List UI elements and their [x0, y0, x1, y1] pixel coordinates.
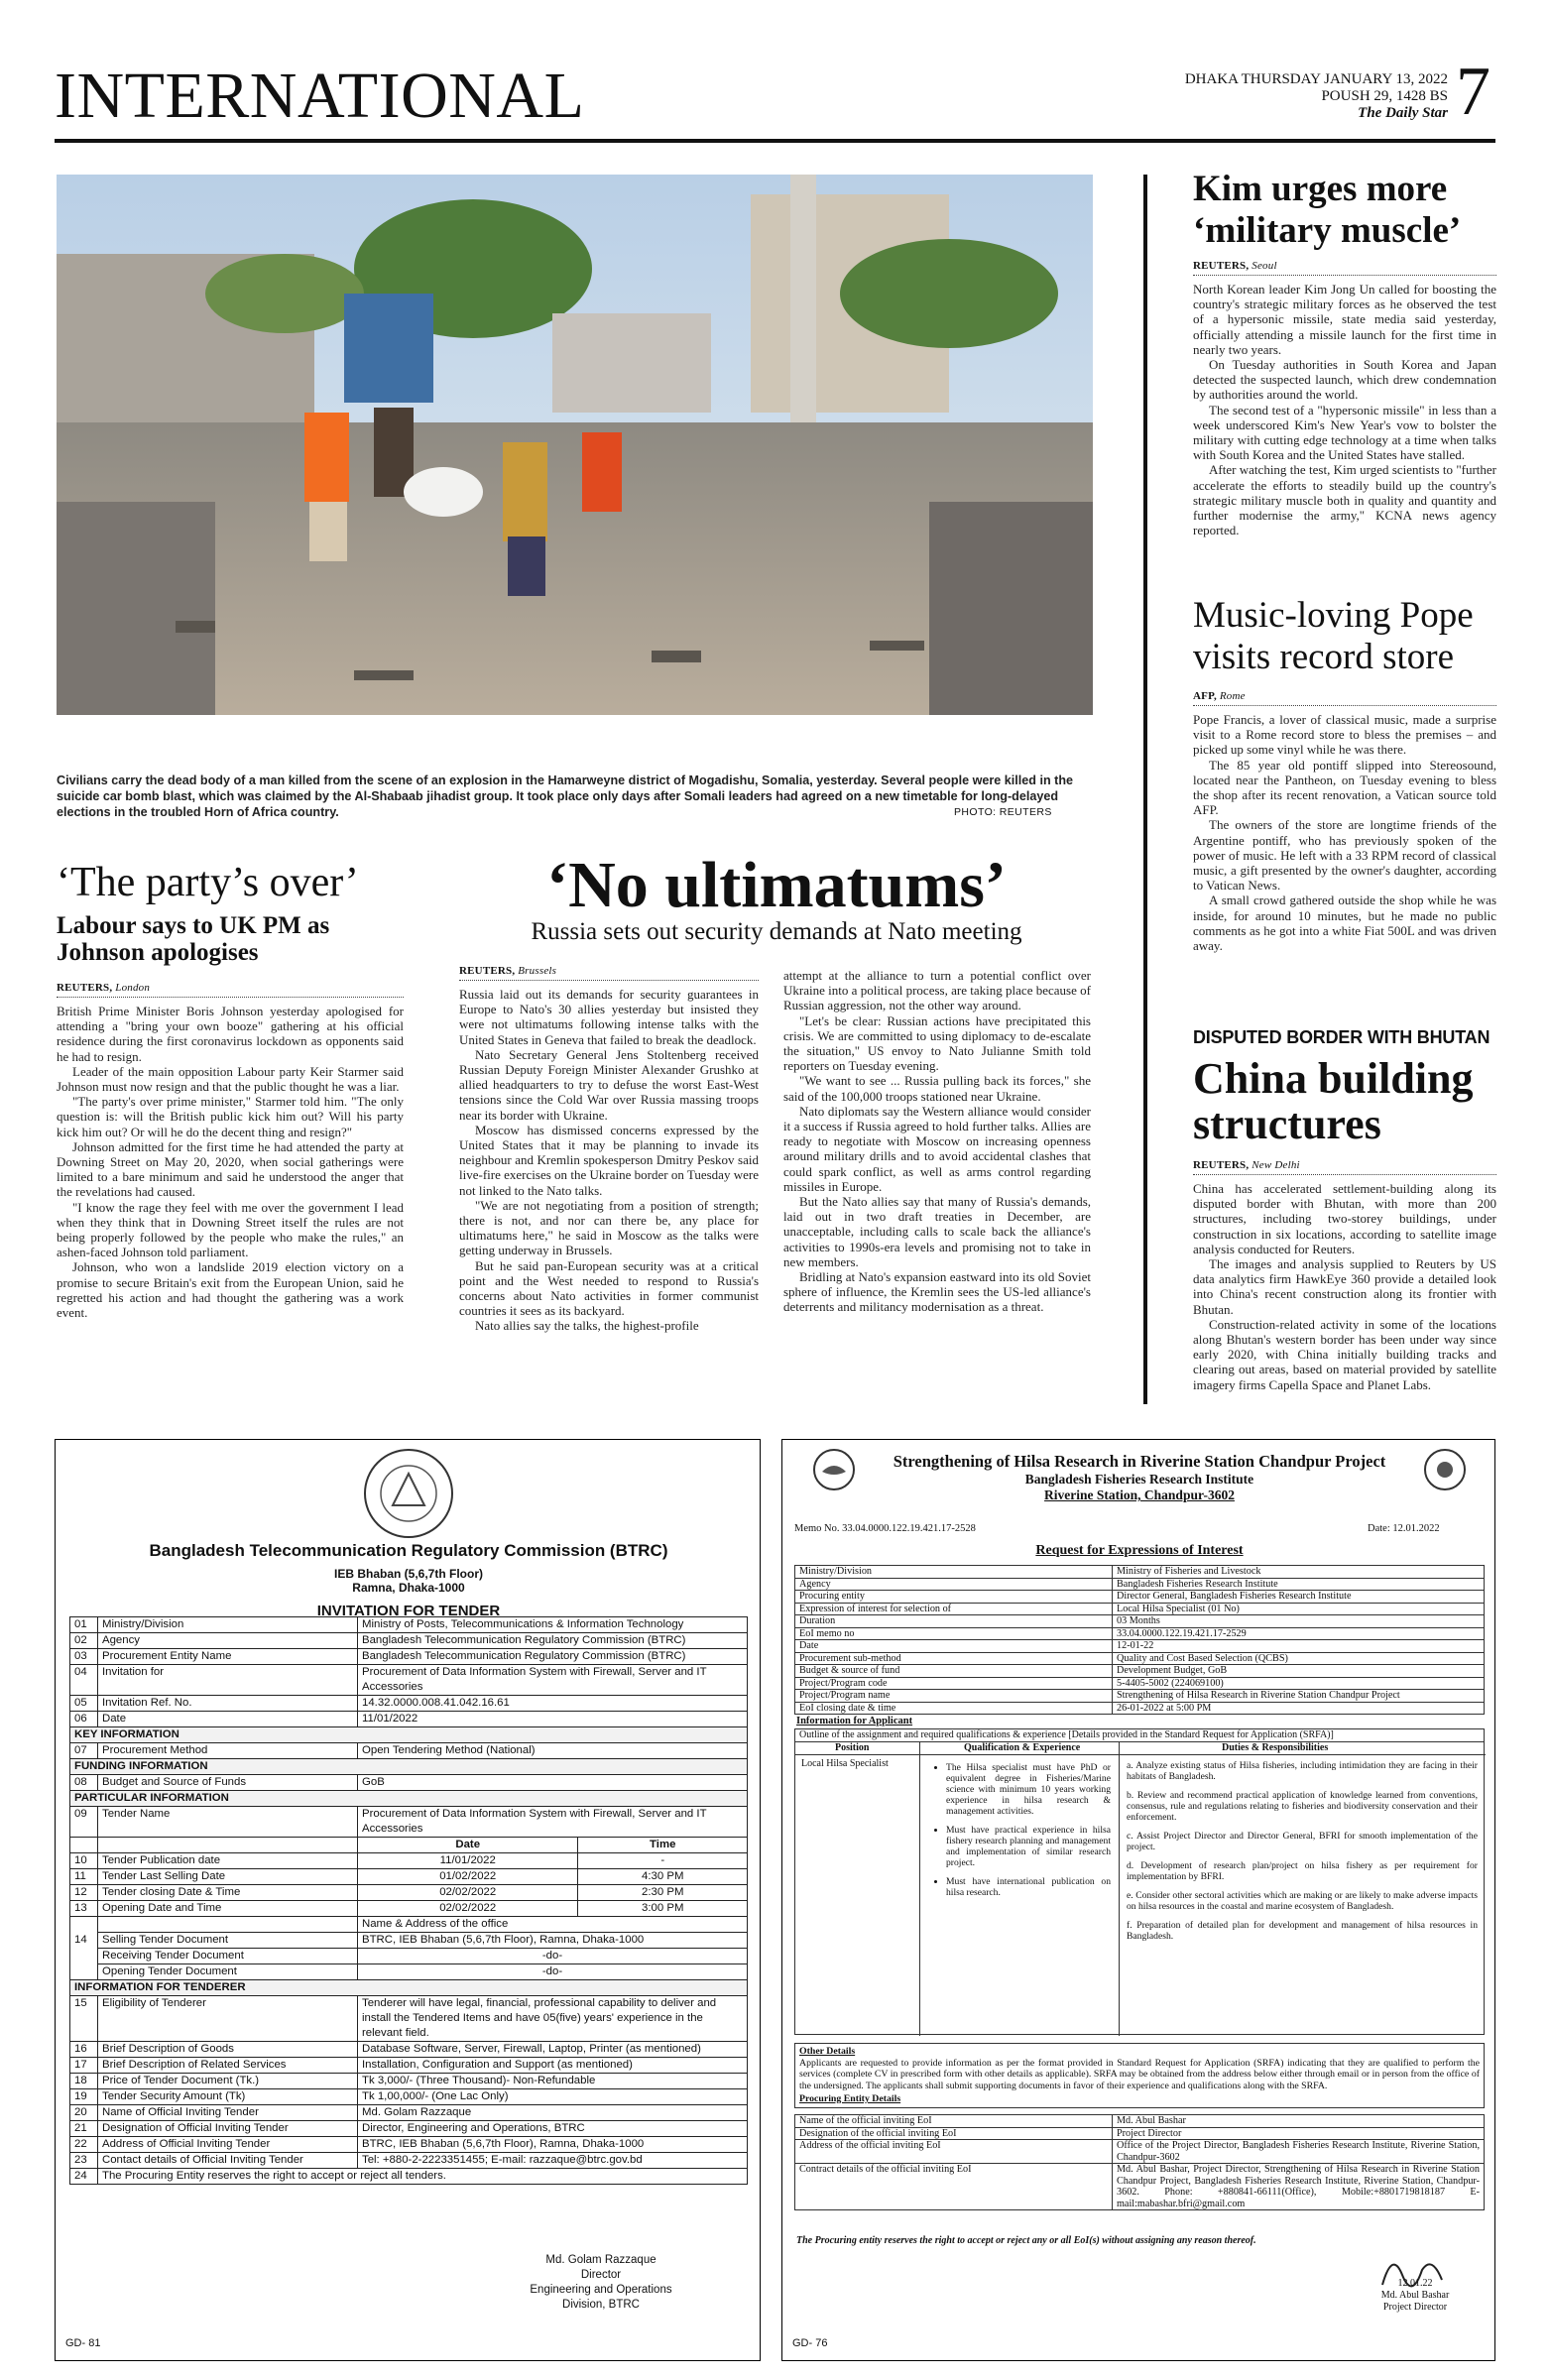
- hilsa-gd: GD- 76: [792, 2337, 828, 2349]
- table-row: 20 Name of Official Inviting Tender Md. Golam Razzaque: [70, 2105, 748, 2121]
- table-row: Name of the official inviting EoI Md. Abul Bashar: [795, 2115, 1485, 2128]
- dateline: DHAKA THURSDAY JANUARY 13, 2022: [1184, 71, 1448, 87]
- table-row: Procuring entity Director General, Bangladesh Fisheries Research Institute: [795, 1591, 1485, 1604]
- nato-col-1: REUTERS, Brussels Russia laid out its demands for security guarantees in Europe to Nato's 30 allies yesterday but insisted they were not ultimatums following intense talks with the United States in Geneva that failed to break the deadlock. Nato Secretary General Jens Stoltenberg received Russian Deputy Foreign Minister Alexander Grushko at allied headquarters to try to defuse the worst East-West tensions since the Cold War over Russia massing troops near its border with Ukraine. Moscow has dismissed concerns expressed by the United States that it may be planning to invade its neighbour and Kremlin spokesperson Dmitry Peskov said live-fire exercises on the Ukraine border on Tuesday were not linked to the Nato talks. "We are not negotiating from a position of strength; there is not, and nor can there be, any place for ultimatums here," he said in Moscow as the talks were getting underway in Brussels. But he said pan-European security was at a critical point and the West needed to respond to Russia's concerns about Nato activities in former communist countries it sees as its backyard. Nato allies say the talks, the highest-profile: [459, 965, 759, 1334]
- table-row: 04 Invitation for Procurement of Data Information System with Firewall, Server and IT Accessories: [70, 1665, 748, 1696]
- page-number: 7: [1456, 54, 1490, 130]
- btrc-org: Bangladesh Telecommunication Regulatory Commission (BTRC): [149, 1541, 668, 1560]
- section-title: INTERNATIONAL: [55, 60, 585, 132]
- nato-col-2: attempt at the alliance to turn a potential conflict over Ukraine into a political process, are taking place because of Russian aggression, not the other way around. "Let's be clear: Russian actions have precipitated this crisis. We are committed to using diplomacy to de-escalate the situation," US envoy to Nato Julianne Smith told reporters on Tuesday evening. "We want to see ... Russia pulling back its forces," she said of the 100,000 troops stationed near Ukraine. Nato diplomats say the Western alliance would consider it a success if Russia agreed to hold further talks. Allies are ready to negotiate with Moscow on increasing openness around military drills and to avoid accidental clashes that could spark conflict, as well as arms control regarding missiles in Europe. But the Nato allies say that many of Russia's demands, laid out in two draft treaties in December, are unacceptable, including calls to scale back the alliance's activities to 1990s-era levels and promising not to take in new members. Bridling at Nato's expansion eastward into its old Soviet sphere of influence, the Kremlin sees the US-led alliance's deterrents and militancy modernisation as a threat.: [783, 968, 1091, 1315]
- table-row: 09 Tender Name Procurement of Data Information System with Firewall, Server and IT Accessories: [70, 1807, 748, 1838]
- pope-headline: Music-loving Pope visits record store: [1193, 595, 1474, 677]
- table-row: 19 Tender Security Amount (Tk) Tk 1,00,000/- (One Lac Only): [70, 2089, 748, 2105]
- hilsa-info-table: [794, 1565, 1485, 1715]
- qual-list: • The Hilsa specialist must have PhD or equivalent degree in Fisheries/Marine science with minimum 10 years working experience in hilsa research & management activities. • Must have practical experience in hilsa fishery research planning and management and implementation of similar research project. • Must have international publication on hilsa research.: [934, 1762, 1111, 1898]
- table-row: Designation of the official inviting EoI Project Director: [795, 2127, 1485, 2140]
- table-row: 05 Invitation Ref. No. 14.32.0000.008.41.042.16.61: [70, 1696, 748, 1712]
- table-row: Contract details of the official inviting EoI Md. Abul Bashar, Project Director, Strengthening of Hilsa Research in Riverine Station Chandpur Project, Bangladesh Fisheries Research Institute, Riverine Station, Chandpur-3602. Phone: +880841-66111(Office), Mobile:+8801719818187 E-mail:mabashar.bfri@gmail.com: [795, 2164, 1485, 2210]
- hilsa-other: Other Details Applicants are requested to provide information as per the format provided in Standard Request for Application (SRFA) indicating that they are qualified to perform the services (complete CV in prescribed form with other details as applicable). SRFA may be obtained from the address below either through email or in person from the office of the undersigned. The applicants shall submit supporting documents in favor of their experience and qualifications along with the SRFA. Procuring Entity Details: [794, 2043, 1485, 2108]
- section-row: INFORMATION FOR TENDERER: [70, 1980, 748, 1996]
- btrc-tender-ad: [55, 1439, 761, 2361]
- pope-body: Pope Francis, a lover of classical music, made a surprise visit to a Rome record store to bless the premises – and picked up some vinyl while he was there. The 85 year old pontiff slipped into Stereosound, located near the Pantheon, on Tuesday evening to bless the shop after its recent renovation, a Vatican source told AFP. The owners of the store are longtime friends of the Argentine pontiff, who has previously spoken of the power of music. He left with a 33 RPM record of classical music, a gift presented by the owner's daughter, according to Vatican News. A small crowd gathered outside the shop while he was inside, for around 10 minutes, but he made no public comments as he got into a white Fiat 500L and was driven away.: [1193, 712, 1496, 954]
- hilsa-signature: 12.01.22 Md. Abul Bashar Project Director: [1380, 2278, 1450, 2313]
- table-row: 17 Brief Description of Related Services Installation, Configuration and Support (as mentioned): [70, 2058, 748, 2074]
- nato-byline: REUTERS, Brussels: [459, 965, 759, 981]
- duty-list: a. Analyze existing status of Hilsa fisheries, including intimidation they are facing in their habitats of Bangladesh. b. Review and recommend practical application of knowledge learned from conventions, consensus, rule and regulations relating to fisheries and biodiversity conservation and their enforcement. c. Assist Project Director and Director General, BFRI for smooth implementation of the project. d. Development of research plan/project on hilsa fishery as per requirement for implementation by BFRI. e. Consider other sectoral activities which are making or are likely to make adverse impacts on hilsa resources in the coastal and marine ecosystem of Bangladesh. f. Preparation of detailed plan for development and management of hilsa resources in Bangladesh.: [1127, 1760, 1478, 1942]
- table-row: 01 Ministry/Division Ministry of Posts, Telecommunications & Information Technology: [70, 1617, 748, 1633]
- btrc-signature: Md. Golam Razzaque Director Engineering and Operations Division, BTRC: [530, 2254, 672, 2311]
- h-duties: Duties & Responsibilities: [1222, 1742, 1329, 1753]
- party-byline: REUTERS, London: [57, 982, 404, 998]
- china-headline: China building structures: [1193, 1054, 1474, 1148]
- table-row: 22 Address of Official Inviting Tender BTRC, IEB Bhaban (5,6,7th Floor), Ramna, Dhaka-1000: [70, 2137, 748, 2153]
- news-photo: [57, 175, 1093, 715]
- btrc-logo: [363, 1448, 454, 1539]
- table-row: EoI memo no 33.04.0000.122.19.421.17-2529: [795, 1627, 1485, 1640]
- table-row: 07 Procurement Method Open Tendering Method (National): [70, 1743, 748, 1759]
- kim-byline: REUTERS, Seoul: [1193, 260, 1496, 276]
- table-row: Procurement sub-method Quality and Cost Based Selection (QCBS): [795, 1652, 1485, 1665]
- kim-body: North Korean leader Kim Jong Un called for boosting the country's strategic military forces as he observed the test of a hypersonic missile, state media said yesterday, officially attending a missile launch for the first time in nearly two years. On Tuesday authorities in South Korea and Japan detected the suspected launch, which drew condemnation by authorities around the world. The second test of a "hypersonic missile" in less than a week underscored Kim's New Year's vow to bolster the military with cutting edge technology at a time when talks with South Korea and the United States have stalled. After watching the test, Kim urged scientists to "further accelerate the efforts to steadily build up the country's strategic military muscle both in quality and quantity and further modernise the army," KCNA news agency reported.: [1193, 282, 1496, 538]
- right-column-rule: [1143, 175, 1147, 1404]
- hilsa-station: Riverine Station, Chandpur-3602: [1044, 1488, 1235, 1502]
- btrc-title: INVITATION FOR TENDER: [316, 1603, 501, 1619]
- date-header-row: Date Time: [70, 1838, 748, 1853]
- china-byline: REUTERS, New Delhi: [1193, 1159, 1496, 1175]
- table-row: Date 12-01-22: [795, 1640, 1485, 1653]
- section-row: FUNDING INFORMATION: [70, 1759, 748, 1775]
- table-row: Opening Tender Document -do-: [70, 1964, 748, 1980]
- hilsa-reserve: The Procuring entity reserves the right to accept or reject any or all EoI(s) without assigning any reason thereof.: [796, 2235, 1256, 2246]
- table-row: 15 Eligibility of Tenderer Tenderer will have legal, financial, professional capability to deliver and install the Tendered Items and have 05(five) years' experience in the relevant field.: [70, 1996, 748, 2042]
- table-row: 08 Budget and Source of Funds GoB: [70, 1775, 748, 1791]
- table-row: 14 Selling Tender Document BTRC, IEB Bhaban (5,6,7th Floor), Ramna, Dhaka-1000: [70, 1933, 748, 1949]
- table-row: Receiving Tender Document -do-: [70, 1949, 748, 1964]
- nato-headline: ‘No ultimatums’: [546, 849, 1007, 921]
- table-row: Duration 03 Months: [795, 1615, 1485, 1628]
- nato-deck: Russia sets out security demands at Nato meeting: [531, 918, 1022, 945]
- table-row: 13 Opening Date and Time 02/02/2022 3:00 PM: [70, 1901, 748, 1917]
- dateline-bs: POUSH 29, 1428 BS: [1321, 88, 1448, 104]
- hilsa-inst: Bangladesh Fisheries Research Institute: [1024, 1472, 1254, 1487]
- kim-story: [1193, 169, 1496, 537]
- photo-credit: PHOTO: REUTERS: [954, 806, 1052, 818]
- office-header-row: Name & Address of the office: [70, 1917, 748, 1933]
- table-row: Project/Program code 5-4405-5002 (224069100): [795, 1677, 1485, 1690]
- btrc-table: [69, 1616, 748, 2185]
- hilsa-proc-table: [794, 2114, 1485, 2210]
- table-row: 18 Price of Tender Document (Tk.) Tk 3,000/- (Three Thousand)- Non-Refundable: [70, 2074, 748, 2089]
- table-row: 21 Designation of Official Inviting Tender Director, Engineering and Operations, BTRC: [70, 2121, 748, 2137]
- dateline-block: [1131, 71, 1448, 122]
- hilsa-assignment: [794, 1741, 1485, 2035]
- hilsa-date: Date: 12.01.2022: [1368, 1523, 1440, 1534]
- party-story: [57, 859, 404, 1320]
- table-row: Expression of interest for selection of Local Hilsa Specialist (01 No): [795, 1603, 1485, 1615]
- table-row: Agency Bangladesh Fisheries Research Institute: [795, 1578, 1485, 1591]
- h-qualification: Qualification & Experience: [964, 1742, 1081, 1753]
- hilsa-req-title: Request for Expressions of Interest: [1035, 1543, 1244, 1558]
- h-position: Position: [835, 1742, 870, 1753]
- section-row: PARTICULAR INFORMATION: [70, 1791, 748, 1807]
- position-value: Local Hilsa Specialist: [801, 1758, 889, 1769]
- party-body: British Prime Minister Boris Johnson yesterday apologised for attending a "bring your own booze" gathering at his official residence during the first coronavirus lockdown as opponents said he had to resign. Leader of the main opposition Labour party Keir Starmer said Johnson must now resign and that the public thought he was a liar. "The party's over prime minister," Starmer told him. "The only question is: will the British public kick him out? Will his party kick him out? Or will he do the decent thing and resign?" Johnson admitted for the first time he had attended the party at Downing Street on May 20, 2020, when social gatherings were limited to a bare minimum and said he understood the anger that the revelations had caused. "I know the rage they feel with me over the government I lead when they think that in Downing Street itself the rules are not being properly followed by the people who make the rules," an ashen-faced Johnson told parliament. Johnson, who won a landslide 2019 election victory on a promise to secure Britain's exit from the European Union, said he regretted his action and had thought the gathering was a work event.: [57, 1004, 404, 1321]
- pope-story: [1193, 595, 1496, 953]
- party-headline: ‘The party’s over’: [57, 860, 359, 905]
- pope-byline: AFP, Rome: [1193, 690, 1496, 706]
- table-row: 24 The Procuring Entity reserves the right to accept or reject all tenders.: [70, 2169, 748, 2185]
- table-row: 12 Tender closing Date & Time 02/02/2022 2:30 PM: [70, 1885, 748, 1901]
- table-row: 02 Agency Bangladesh Telecommunication Regulatory Commission (BTRC): [70, 1633, 748, 1649]
- table-row: Ministry/Division Ministry of Fisheries and Livestock: [795, 1566, 1485, 1579]
- table-row: 23 Contact details of Official Inviting Tender Tel: +880-2-2223351455; E-mail: razzaque@btrc.gov.bd: [70, 2153, 748, 2169]
- table-row: 03 Procurement Entity Name Bangladesh Telecommunication Regulatory Commission (BTRC): [70, 1649, 748, 1665]
- photo-caption: Civilians carry the dead body of a man killed from the scene of an explosion in the Hamarweyne district of Mogadishu, Somalia, yesterday. Several people were killed in the suicide car bomb blast, which was claimed by the Al-Shabaab jihadist group. It took place only days after Somali leaders had agreed on a new timetable for long-delayed elections in the troubled Horn of Africa country.: [57, 774, 1074, 819]
- table-row: 11 Tender Last Selling Date 01/02/2022 4:30 PM: [70, 1869, 748, 1885]
- hilsa-memo: Memo No. 33.04.0000.122.19.421.17-2528: [794, 1523, 976, 1534]
- table-row: Project/Program name Strengthening of Hilsa Research in Riverine Station Chandpur Project: [795, 1690, 1485, 1703]
- kim-headline: Kim urges more ‘military muscle’: [1193, 169, 1462, 251]
- china-story: [1193, 1027, 1496, 1392]
- btrc-addr1: IEB Bhaban (5,6,7th Floor): [333, 1567, 483, 1581]
- section-row: KEY INFORMATION: [70, 1727, 748, 1743]
- hilsa-outline: Outline of the assignment and required qualifications & experience [Details provided in the Standard Request for Application (SRFA)]: [794, 1728, 1485, 1742]
- hilsa-title: Strengthening of Hilsa Research in Riverine Station Chandpur Project: [893, 1452, 1386, 1471]
- paper-logo: The Daily Star: [1358, 105, 1448, 121]
- china-body: China has accelerated settlement-building along its disputed border with Bhutan, with more than 200 structures, including two-storey buildings, under construction in six locations, according to satellite image analysis conducted for Reuters. The images and analysis supplied to Reuters by US data analytics firm HawkEye 360 provide a detailed look into China's recent construction along its frontier with Bhutan. Construction-related activity in some of the locations along Bhutan's western border has been under way since early 2020, with China initially building tracks and clearing out areas, based on material provided by satellite imagery firms Capella Space and Planet Labs.: [1193, 1181, 1496, 1392]
- btrc-addr2: Ramna, Dhaka-1000: [352, 1581, 465, 1595]
- hilsa-info-app: Information for Applicant: [796, 1716, 913, 1726]
- masthead-rule: [55, 139, 1495, 143]
- table-row: 16 Brief Description of Goods Database Software, Server, Firewall, Laptop, Printer (as mentioned): [70, 2042, 748, 2058]
- table-row: Address of the official inviting EoI Office of the Project Director, Bangladesh Fisheries Research Institute, Riverine Station, Chandpur-3602: [795, 2140, 1485, 2164]
- china-kicker: DISPUTED BORDER WITH BHUTAN: [1193, 1027, 1490, 1047]
- hilsa-eoi-ad: [781, 1439, 1495, 2361]
- table-row: 06 Date 11/01/2022: [70, 1712, 748, 1727]
- table-row: EoI closing date & time 26-01-2022 at 5:00 PM: [795, 1702, 1485, 1715]
- party-deck: Labour says to UK PM as Johnson apologises: [57, 912, 330, 966]
- table-row: Budget & source of fund Development Budget, GoB: [795, 1665, 1485, 1678]
- btrc-gd: GD- 81: [65, 2337, 101, 2349]
- table-row: 10 Tender Publication date 11/01/2022 -: [70, 1853, 748, 1869]
